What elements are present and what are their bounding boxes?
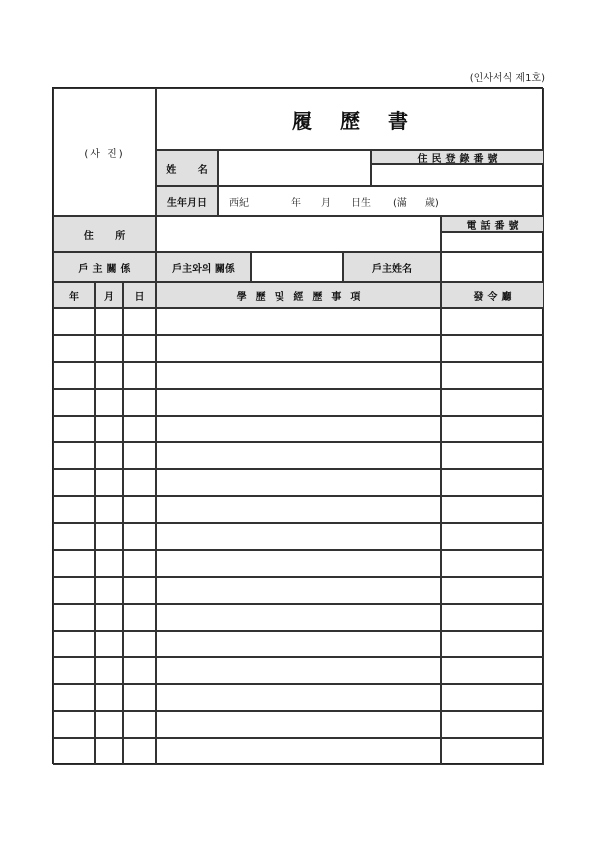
row-history-cell[interactable] [156, 604, 441, 631]
row-year-cell[interactable] [53, 550, 95, 577]
row-day-cell[interactable] [123, 657, 156, 684]
row-month-cell[interactable] [95, 469, 123, 496]
header-issuer: 發令廳 [441, 282, 544, 308]
row-day-cell[interactable] [123, 362, 156, 389]
row-issuer-cell[interactable] [441, 523, 544, 550]
row-day-cell[interactable] [123, 389, 156, 416]
row-day-cell[interactable] [123, 469, 156, 496]
resume-form [52, 87, 543, 764]
relation-to-head-label: 戶主와의 關係 [156, 252, 251, 282]
row-day-cell[interactable] [123, 631, 156, 658]
row-day-cell[interactable] [123, 604, 156, 631]
photo-label: (사 진) [84, 148, 125, 160]
name-label: 姓 名 [156, 150, 218, 186]
row-history-cell[interactable] [156, 684, 441, 711]
row-history-cell[interactable] [156, 308, 441, 335]
row-month-cell[interactable] [95, 604, 123, 631]
row-issuer-cell[interactable] [441, 416, 544, 443]
header-year: 年 [53, 282, 95, 308]
birth-era: 西紀 [229, 197, 249, 209]
row-month-cell[interactable] [95, 577, 123, 604]
row-issuer-cell[interactable] [441, 335, 544, 362]
row-month-cell[interactable] [95, 442, 123, 469]
row-issuer-cell[interactable] [441, 362, 544, 389]
row-day-cell[interactable] [123, 335, 156, 362]
phone-label: 電話番號 [441, 216, 544, 232]
form-number: (인사서식 제1호) [469, 73, 545, 84]
row-day-cell[interactable] [123, 416, 156, 443]
row-month-cell[interactable] [95, 362, 123, 389]
row-history-cell[interactable] [156, 657, 441, 684]
row-year-cell[interactable] [53, 577, 95, 604]
photo-box[interactable] [53, 88, 156, 216]
row-issuer-cell[interactable] [441, 577, 544, 604]
row-day-cell[interactable] [123, 738, 156, 765]
birth-date-label: 生年月日 [156, 186, 218, 216]
row-year-cell[interactable] [53, 604, 95, 631]
resident-no-field[interactable] [371, 164, 544, 186]
row-year-cell[interactable] [53, 523, 95, 550]
row-year-cell[interactable] [53, 469, 95, 496]
row-day-cell[interactable] [123, 308, 156, 335]
form-title: 履歷書 [156, 88, 544, 150]
header-day: 日 [123, 282, 156, 308]
row-history-cell[interactable] [156, 738, 441, 765]
address-field[interactable] [156, 216, 441, 252]
header-month: 月 [95, 282, 123, 308]
resident-no-label: 住民登錄番號 [371, 150, 544, 164]
birth-month: 月 [321, 197, 331, 209]
row-month-cell[interactable] [95, 335, 123, 362]
row-history-cell[interactable] [156, 442, 441, 469]
row-day-cell[interactable] [123, 711, 156, 738]
household-relation-label: 戶主關係 [53, 252, 156, 282]
row-day-cell[interactable] [123, 523, 156, 550]
row-issuer-cell[interactable] [441, 308, 544, 335]
row-year-cell[interactable] [53, 308, 95, 335]
row-day-cell[interactable] [123, 442, 156, 469]
row-issuer-cell[interactable] [441, 631, 544, 658]
row-history-cell[interactable] [156, 389, 441, 416]
row-history-cell[interactable] [156, 496, 441, 523]
row-issuer-cell[interactable] [441, 550, 544, 577]
birth-date-field[interactable] [218, 186, 544, 216]
row-year-cell[interactable] [53, 442, 95, 469]
relation-to-head-field[interactable] [251, 252, 343, 282]
row-history-cell[interactable] [156, 469, 441, 496]
row-month-cell[interactable] [95, 389, 123, 416]
row-history-cell[interactable] [156, 577, 441, 604]
birth-year: 年 [291, 197, 301, 209]
row-day-cell[interactable] [123, 684, 156, 711]
phone-field[interactable] [441, 232, 544, 252]
row-year-cell[interactable] [53, 631, 95, 658]
row-history-cell[interactable] [156, 523, 441, 550]
row-issuer-cell[interactable] [441, 711, 544, 738]
row-issuer-cell[interactable] [441, 604, 544, 631]
row-year-cell[interactable] [53, 657, 95, 684]
row-history-cell[interactable] [156, 362, 441, 389]
row-month-cell[interactable] [95, 631, 123, 658]
address-label: 住 所 [53, 216, 156, 252]
row-month-cell[interactable] [95, 550, 123, 577]
row-issuer-cell[interactable] [441, 684, 544, 711]
birth-day: 日生 [351, 197, 371, 209]
row-year-cell[interactable] [53, 711, 95, 738]
row-issuer-cell[interactable] [441, 657, 544, 684]
row-issuer-cell[interactable] [441, 469, 544, 496]
row-history-cell[interactable] [156, 550, 441, 577]
age-open: (滿 [393, 197, 407, 209]
row-day-cell[interactable] [123, 577, 156, 604]
row-issuer-cell[interactable] [441, 738, 544, 765]
age-close: 歲) [424, 197, 439, 209]
row-issuer-cell[interactable] [441, 496, 544, 523]
row-year-cell[interactable] [53, 496, 95, 523]
row-history-cell[interactable] [156, 631, 441, 658]
header-history: 學歷및經歷事項 [156, 282, 441, 308]
row-month-cell[interactable] [95, 523, 123, 550]
row-history-cell[interactable] [156, 711, 441, 738]
row-month-cell[interactable] [95, 416, 123, 443]
row-month-cell[interactable] [95, 711, 123, 738]
row-day-cell[interactable] [123, 550, 156, 577]
row-year-cell[interactable] [53, 389, 95, 416]
row-issuer-cell[interactable] [441, 389, 544, 416]
row-year-cell[interactable] [53, 684, 95, 711]
row-history-cell[interactable] [156, 335, 441, 362]
name-field[interactable] [218, 150, 371, 186]
row-day-cell[interactable] [123, 496, 156, 523]
row-year-cell[interactable] [53, 416, 95, 443]
row-month-cell[interactable] [95, 738, 123, 765]
row-month-cell[interactable] [95, 657, 123, 684]
row-month-cell[interactable] [95, 684, 123, 711]
row-month-cell[interactable] [95, 308, 123, 335]
row-year-cell[interactable] [53, 335, 95, 362]
row-year-cell[interactable] [53, 362, 95, 389]
row-issuer-cell[interactable] [441, 442, 544, 469]
row-year-cell[interactable] [53, 738, 95, 765]
row-month-cell[interactable] [95, 496, 123, 523]
row-history-cell[interactable] [156, 416, 441, 443]
head-name-field[interactable] [441, 252, 544, 282]
head-name-label: 戶主姓名 [343, 252, 441, 282]
